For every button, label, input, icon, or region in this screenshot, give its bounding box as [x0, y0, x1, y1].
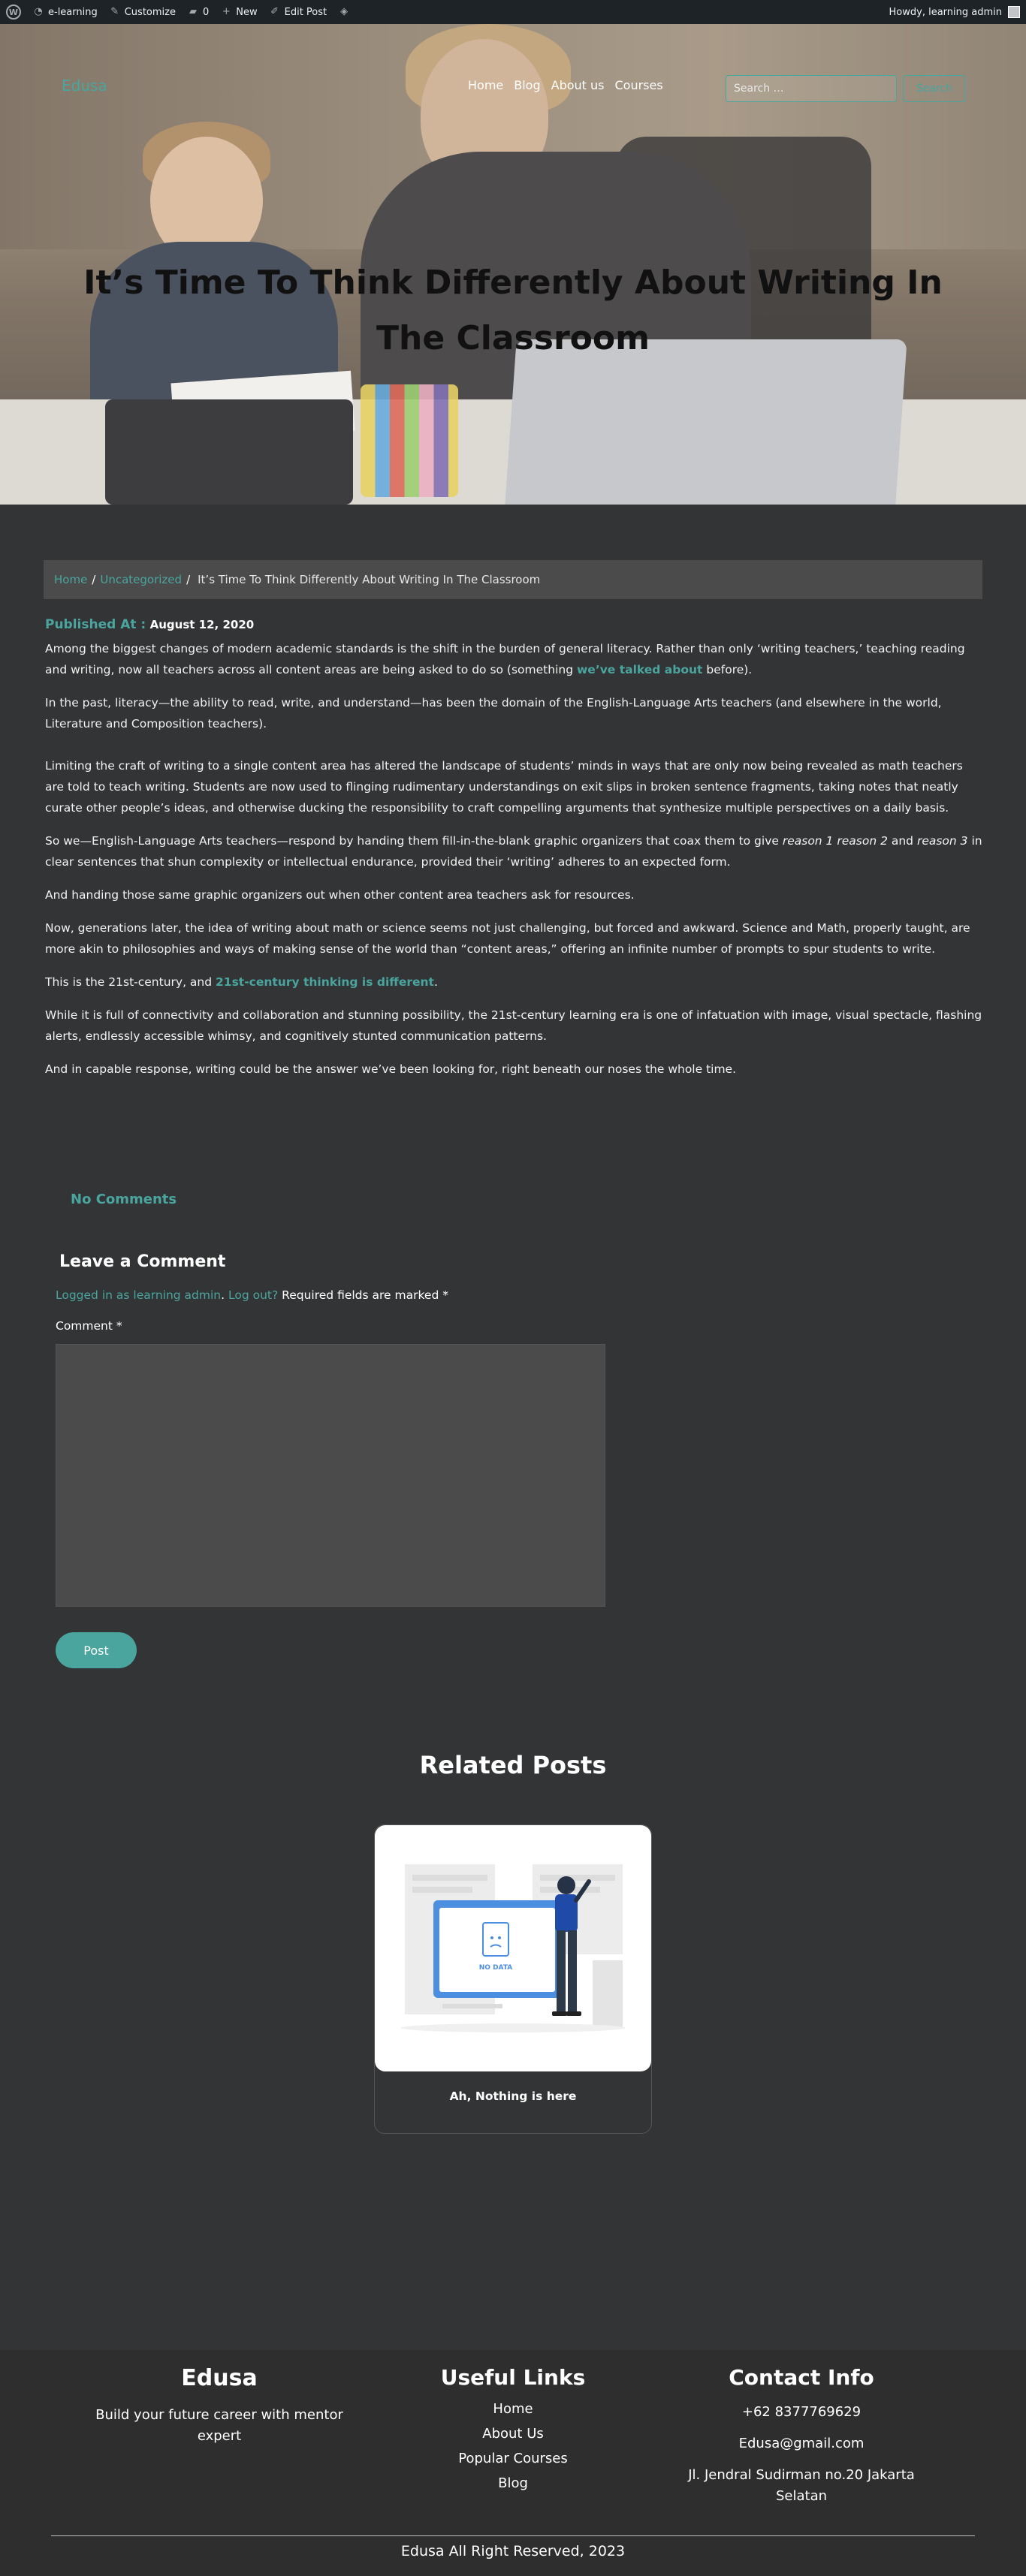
breadcrumb-current: It’s Time To Think Differently About Writing In The Classroom — [198, 573, 541, 586]
emphasis: reason 1 reason 2 — [782, 834, 888, 848]
punctuation: . — [221, 1288, 228, 1302]
footer-link-home[interactable]: Home — [493, 2401, 533, 2417]
illustration-eye — [490, 1936, 493, 1939]
admin-comments-link[interactable] — [188, 0, 209, 24]
paragraph: Limiting the craft of writing to a single content area has altered the landscape of students’ minds in ways that are only now being revealed as math teachers are told to teach writing. Students are now used to flinging rudimentary understandings on exit slips in broken sentence fragments, taking notes that neatly curate other people’s ideas, and otherwise ducking the responsibility to craft compelling arguments that synthesize multiple perspectives on a daily basis. — [45, 759, 963, 815]
related-post-card[interactable] — [374, 1824, 652, 2134]
admin-new-label: New — [236, 6, 258, 18]
footer-phone: +62 8377769629 — [741, 2404, 862, 2420]
log-out-link[interactable]: Log out? — [228, 1288, 279, 1302]
breadcrumb-separator: / — [92, 573, 96, 586]
admin-howdy: Howdy, learning admin — [889, 6, 1002, 18]
illustration-person-shoe — [566, 2011, 581, 2016]
published-date — [45, 617, 254, 632]
illustration-line — [412, 1887, 472, 1893]
admin-site-link[interactable] — [33, 0, 98, 24]
nav-item-blog[interactable]: Blog — [514, 78, 541, 92]
footer-links — [415, 2365, 611, 2498]
breadcrumb-home[interactable]: Home — [54, 573, 88, 586]
avatar — [1008, 6, 1020, 18]
post-comment-button[interactable]: Post — [56, 1632, 137, 1668]
footer-link-blog[interactable]: Blog — [498, 2475, 528, 2491]
illustration-person-head — [557, 1876, 575, 1894]
illustration-shadow — [400, 2023, 626, 2032]
wordpress-icon: W — [6, 5, 21, 20]
paragraph — [45, 638, 984, 680]
admin-plugin-link[interactable] — [339, 0, 349, 24]
illustration-eye — [498, 1936, 501, 1939]
nav-item-courses[interactable]: Courses — [614, 78, 663, 92]
admin-site-name: e-learning — [48, 6, 98, 18]
published-label: Published At : — [45, 617, 146, 632]
no-data-illustration-svg — [375, 1825, 651, 2071]
text: in clear sentences that shun complexity or intellectual endurance, provided their ‘writing’ adheres to an expected form. — [45, 834, 982, 869]
paragraph: And handing those same graphic organizers out when other content area teachers ask for resources. — [45, 888, 635, 902]
published-value: August 12, 2020 — [149, 618, 255, 631]
illustration-person-leg — [557, 1930, 566, 2013]
page-title: It’s Time To Think Differently About Writing In The Classroom — [83, 264, 943, 357]
comments-count-heading: No Comments — [71, 1192, 177, 1207]
comment-label-text: Comment — [56, 1319, 113, 1333]
text: and — [887, 834, 917, 848]
admin-edit-post-label: Edit Post — [284, 6, 327, 18]
comment-textarea[interactable] — [56, 1344, 605, 1607]
inline-link-talked-about[interactable]: we’ve talked about — [576, 663, 703, 676]
related-post-caption: Ah, Nothing is here — [449, 2089, 577, 2103]
nav-menu — [468, 78, 663, 92]
leave-comment-title: Leave a Comment — [59, 1252, 226, 1271]
comment-label — [56, 1319, 122, 1333]
breadcrumb — [44, 560, 982, 599]
post-content — [45, 638, 984, 1092]
footer-contact — [666, 2365, 937, 2517]
paragraph: Now, generations later, the idea of writing about math or science seems not just challenging, but forced and awkward. Science and Math, properly taught, are more akin to philosophies and ways of making sense of the world than “content areas,” offering an infinite number of prompts to spur students to write. — [45, 921, 970, 956]
paragraph: And in capable response, writing could be the answer we’ve been looking for, right beneath our noses the whole time. — [45, 1062, 737, 1076]
no-data-label: NO DATA — [478, 1964, 513, 1972]
footer-divider — [51, 2535, 975, 2536]
related-posts-heading: Related Posts — [419, 1751, 607, 1779]
footer-link-popular-courses[interactable]: Popular Courses — [458, 2451, 568, 2466]
text: before). — [702, 663, 753, 676]
text: This is the 21st-century, and — [45, 975, 216, 989]
inline-link-21st-century[interactable]: 21st-century thinking is different — [216, 975, 434, 989]
footer-link-about[interactable]: About Us — [482, 2426, 544, 2442]
brush-icon: ✎ — [110, 6, 119, 17]
illustration-person-shoe — [552, 2011, 567, 2016]
footer-brand: Edusa — [181, 2365, 258, 2391]
site-footer — [0, 2350, 1026, 2576]
admin-bar — [0, 0, 1026, 24]
diamond-icon: ◈ — [340, 6, 349, 17]
required-note: Required fields are marked — [282, 1288, 439, 1302]
footer-tagline: Build your future career with mentor expert — [95, 2407, 343, 2444]
no-data-illustration — [375, 1825, 651, 2071]
text: Among the biggest changes of modern academic standards is the shift in the burden of general literacy. Rather than only ‘writing teachers,’ teaching reading and writing, now all teachers across all content areas are being asked to do so (something — [45, 642, 965, 676]
footer-email: Edusa@gmail.com — [738, 2436, 865, 2451]
nav-item-home[interactable]: Home — [468, 78, 504, 92]
comment-icon: ▰ — [189, 6, 197, 17]
comment-required-star: * — [116, 1319, 122, 1333]
illustration-screen — [439, 1908, 555, 1992]
footer-links-title: Useful Links — [440, 2365, 586, 2390]
dashboard-icon: ◔ — [34, 6, 43, 17]
breadcrumb-separator: / — [186, 573, 191, 586]
footer-contact-title: Contact Info — [729, 2365, 874, 2390]
illustration-floor-line — [442, 2004, 502, 2008]
logged-in-notice — [56, 1288, 448, 1302]
paragraph: In the past, literacy—the ability to read, write, and understand—has been the domain of the English-Language Arts teachers (and elsewhere in the world, Literature and Composition teachers). — [45, 696, 942, 731]
illustration-shelf — [593, 1960, 623, 2028]
text: So we—English-Language Arts teachers—respond by handing them fill-in-the-blank graphic organizers that coax them to give — [45, 834, 783, 848]
admin-account-menu[interactable] — [889, 6, 1020, 18]
pencil-icon: ✐ — [270, 6, 279, 17]
site-logo[interactable]: Edusa — [62, 77, 107, 95]
emphasis: reason 3 — [916, 834, 968, 848]
illustration-line — [412, 1875, 487, 1881]
admin-customize-link[interactable] — [110, 0, 176, 24]
hero-banner — [0, 24, 1026, 505]
footer-address: Jl. Jendral Sudirman no.20 Jakarta Selatan — [688, 2467, 915, 2504]
required-star: * — [442, 1288, 448, 1302]
admin-comments-count: 0 — [202, 6, 210, 18]
breadcrumb-category[interactable]: Uncategorized — [100, 573, 183, 586]
paragraph — [45, 972, 984, 993]
paragraph: While it is full of connectivity and collaboration and stunning possibility, the 21st-century learning era is one of infatuation with image, visual spectacle, flashing alerts, endlessly accessible whimsy, and cognitively stunted communication patterns. — [45, 1008, 982, 1043]
logged-in-user-link[interactable]: Logged in as learning admin — [56, 1288, 222, 1302]
plus-icon: + — [222, 6, 231, 17]
main-navigation — [0, 62, 1026, 110]
illustration-line — [540, 1875, 615, 1881]
nav-item-about[interactable]: About us — [551, 78, 605, 92]
illustration-person-leg — [568, 1930, 577, 2013]
search-button[interactable]: Search — [903, 75, 966, 102]
admin-new-link[interactable] — [221, 0, 257, 24]
admin-edit-post-link[interactable] — [270, 0, 327, 24]
footer-about — [83, 2365, 355, 2450]
footer-copyright: Edusa All Right Reserved, 2023 — [400, 2543, 626, 2559]
search-input[interactable] — [726, 75, 897, 102]
text: . — [433, 975, 438, 989]
paragraph — [45, 830, 984, 872]
admin-customize-label: Customize — [124, 6, 176, 18]
wordpress-logo-menu[interactable] — [6, 0, 21, 24]
